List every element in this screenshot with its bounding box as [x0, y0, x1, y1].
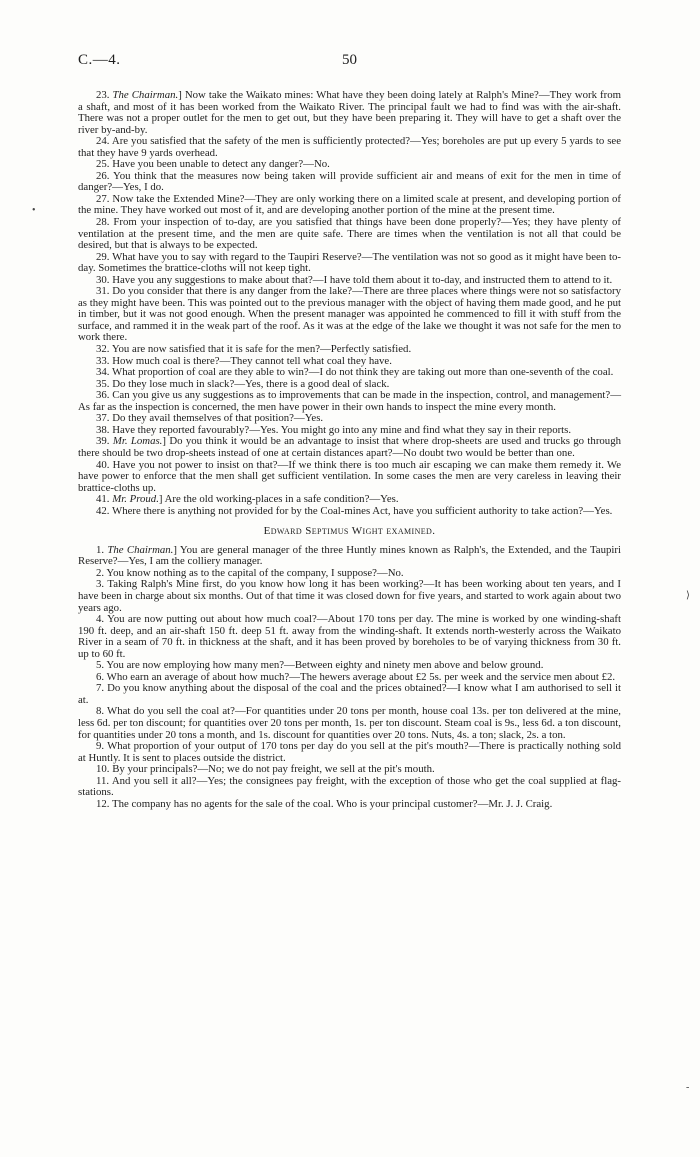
question-number: 40. [96, 458, 110, 471]
question-paragraph [78, 460, 621, 495]
question-text: And you sell it all?—Yes; the consignees pay freight, with the exception of those who get the coal supplied at flag-stations. [78, 774, 621, 799]
question-text: What do you sell the coal at?—For quantities under 20 tons per month, house coal 13s. per ton delivered at the mine, less 6d. per ton discount; for quantities over 20 tons per month, 1s. per ton discount. Steam coal is 9s., less 6d. a ton discount, for quantities under 20 tons a month, and 1s. discount for quantities over 20 tons. Nuts, 4s. a ton; slack, 2s. a ton. [78, 705, 621, 741]
speaker-name: Mr. Lomas. [112, 435, 163, 448]
question-number: 31. [96, 285, 110, 298]
question-text: By your principals?—No; we do not pay freight, we sell at the pit's mouth. [112, 763, 435, 776]
margin-mark: ⟩ [686, 590, 690, 601]
question-paragraph [78, 776, 621, 799]
question-text: What have you to say with regard to the Taupiri Reserve?—The ventilation was not so good as it might have been to-day. Sometimes the brattice-cloths will not keep tight. [78, 250, 621, 275]
question-text: ] You are general manager of the three Huntly mines known as Ralph's, the Extended, and the Taupiri Reserve?—Yes, I am the colliery manager. [78, 543, 621, 568]
question-paragraph [78, 545, 621, 568]
document-reference: C.—4. [78, 52, 121, 68]
question-number: 3. [96, 578, 105, 591]
question-paragraph [78, 194, 621, 217]
question-paragraph [78, 171, 621, 194]
question-number: 7. [96, 682, 105, 695]
question-paragraph [78, 683, 621, 706]
question-text: Who earn an average of about how much?—The hewers average about £2 5s. per week and the service men about £2. [106, 670, 616, 683]
question-paragraph [78, 90, 621, 136]
question-text: What proportion of coal are they able to win?—I do not think they are taking out more than one-seventh of the coal. [112, 366, 614, 379]
question-paragraph [78, 390, 621, 413]
margin-mark: ‑ [686, 1082, 690, 1093]
question-text: You are now putting out about how much coal?—About 170 tons per day. The mine is worked by one winding-shaft 190 ft. deep, and an air-shaft 150 ft. deep 51 ft. away from the winding-shaft. It extends north-westerly across the Waikato River in a seam of 70 ft. in thickness at the shaft, and it has been proved by boreholes to be of varying thickness from 30 ft. up to 60 ft. [78, 613, 621, 660]
question-text: You are now employing how many men?—Between eighty and ninety men above and below ground. [106, 659, 544, 672]
question-text: Do they avail themselves of that position?—Yes. [112, 412, 324, 425]
document-body [78, 90, 621, 810]
question-number: 39. [96, 435, 110, 448]
question-number: 34. [96, 366, 110, 379]
speaker-name: The Chairman. [112, 89, 179, 101]
question-text: Have they reported favourably?—Yes. You might go into any mine and find what they say in their reports. [112, 423, 572, 436]
question-number: 26. [96, 169, 110, 182]
question-number: 42. [96, 504, 110, 517]
question-text: ] Are the old working-places in a safe condition?—Yes. [158, 493, 399, 506]
question-number: 6. [96, 670, 105, 683]
question-number: 38. [96, 423, 110, 436]
question-text: You think that the measures now being taken will provide sufficient air and means of exit for the men in time of danger?—Yes, I do. [78, 169, 621, 194]
page-number: 50 [342, 52, 357, 68]
question-text: Taking Ralph's Mine first, do you know how long it has been working?—It has been working about ten years, and I have been in charge about six months. Out of that time it was closed down for five years, and started to work again about two years ago. [78, 578, 621, 614]
question-text: Are you satisfied that the safety of the men is sufficiently protected?—Yes; boreholes are put up every 5 yards to see that they have 9 yards overhead. [78, 135, 621, 159]
question-text: Have you been unable to detect any danger?—No. [112, 158, 330, 171]
question-text: Do you consider that there is any danger from the lake?—There are three places where things were not so satisfactory as they might have been. This was pointed out to the previous manager with the object of having them made good, and he put in timber, but it was not good enough. When the present manager was appointed he commenced to fill it with stuff from the surface, and rammed it in the weak part of the roof. As it was at the edge of the lake we thought it was not safe for the men to work there. [78, 285, 621, 344]
question-paragraph [78, 614, 621, 660]
question-text: Have you any suggestions to make about that?—I have told them about it to-day, and instructed them to attend to it. [112, 273, 613, 286]
question-number: 24. [96, 135, 110, 148]
question-paragraph [78, 217, 621, 252]
question-number: 27. [96, 192, 110, 205]
question-number: 9. [96, 740, 105, 753]
speaker-name: Mr. Proud. [112, 493, 159, 506]
question-text: ] Do you think it would be an advantage to insist that where drop-sheets are used and trucks go through there should be two drop-sheets instead of one at certain distances apart?—No doubt two would be better than one. [78, 435, 622, 459]
question-paragraph [78, 506, 621, 518]
question-number: 2. [96, 566, 105, 579]
question-text: Do you know anything about the disposal of the coal and the prices obtained?—I know what I am authorised to sell it at. [78, 682, 621, 706]
question-text: You are now satisfied that it is safe for the men?—Perfectly satisfied. [111, 343, 412, 356]
section-heading: Edward Septimus Wight examined. [263, 525, 436, 538]
question-paragraph [78, 436, 621, 459]
margin-mark: • [32, 205, 36, 216]
question-number: 12. [96, 797, 110, 810]
question-number: 23. [96, 89, 110, 101]
question-text: How much coal is there?—They cannot tell what coal they have. [112, 354, 392, 367]
question-number: 36. [96, 389, 110, 402]
testimony-section-2 [78, 545, 621, 811]
question-text: What proportion of your output of 170 tons per day do you sell at the pit's mouth?—There is practically nothing sold at Huntly. It is sent to places outside the district. [78, 740, 621, 764]
question-number: 4. [96, 613, 105, 626]
question-number: 8. [96, 705, 105, 718]
question-paragraph [78, 741, 621, 764]
question-text: You know nothing as to the capital of the company, I suppose?—No. [106, 566, 404, 579]
question-text: Now take the Extended Mine?—They are only working there on a limited scale at present, and developing portion of the mine. They have worked out most of it, and are developing another portion of the mine at the present time. [78, 192, 621, 217]
question-text: Do they lose much in slack?—Yes, there is a good deal of slack. [112, 377, 390, 390]
question-text: Where there is anything not provided for by the Coal-mines Act, have you sufficient authority to take action?—Yes. [112, 504, 613, 517]
question-paragraph [78, 579, 621, 614]
question-text: Have you not power to insist on that?—If we think there is too much air escaping we can make them remedy it. We have power to enforce that the men shall get sufficient ventilation. In some cases the men are very careless in leaving their brattice-cloths up. [78, 458, 621, 494]
question-number: 28. [96, 216, 110, 229]
question-paragraph [78, 706, 621, 741]
speaker-name: The Chairman. [107, 543, 174, 556]
question-text: The company has no agents for the sale of the coal. Who is your principal customer?—Mr. J. J. Craig. [112, 797, 553, 810]
page-header [78, 52, 621, 72]
question-number: 5. [96, 659, 105, 672]
question-number: 29. [96, 250, 110, 263]
testimony-section-1 [78, 90, 621, 517]
question-number: 30. [96, 273, 110, 286]
question-text: From your inspection of to-day, are you satisfied that things have been done properly?—Yes; they have plenty of ventilation at the present time, and the men are quite safe. There are times when the ventilation is not all that could be desired, but that is always to be expected. [78, 216, 622, 252]
question-number: 33. [96, 354, 110, 367]
question-number: 32. [96, 343, 110, 356]
question-number: 41. [96, 493, 110, 506]
question-number: 1. [96, 543, 105, 556]
question-number: 10. [96, 763, 110, 776]
question-text: Can you give us any suggestions as to improvements that can be made in the inspection, control, and management?—As far as the inspection is concerned, the men have power in their own hands to inspect the mine every month. [78, 389, 621, 413]
question-number: 35. [96, 377, 110, 390]
question-paragraph [78, 252, 621, 275]
question-number: 25. [96, 158, 110, 171]
question-paragraph [78, 799, 621, 811]
question-number: 11. [96, 774, 110, 787]
question-text: ] Now take the Waikato mines: What have they been doing lately at Ralph's Mine?—They work from a shaft, and most of it has been worked from the Waikato River. The principal fault we had to find was with the air-shaft. There was not a proper outlet for the men to get out, but they have been preparing it. They will have to get a shaft over the river by-and-by. [78, 89, 621, 136]
question-number: 37. [96, 412, 110, 425]
question-paragraph [78, 136, 621, 159]
question-paragraph [78, 286, 621, 344]
